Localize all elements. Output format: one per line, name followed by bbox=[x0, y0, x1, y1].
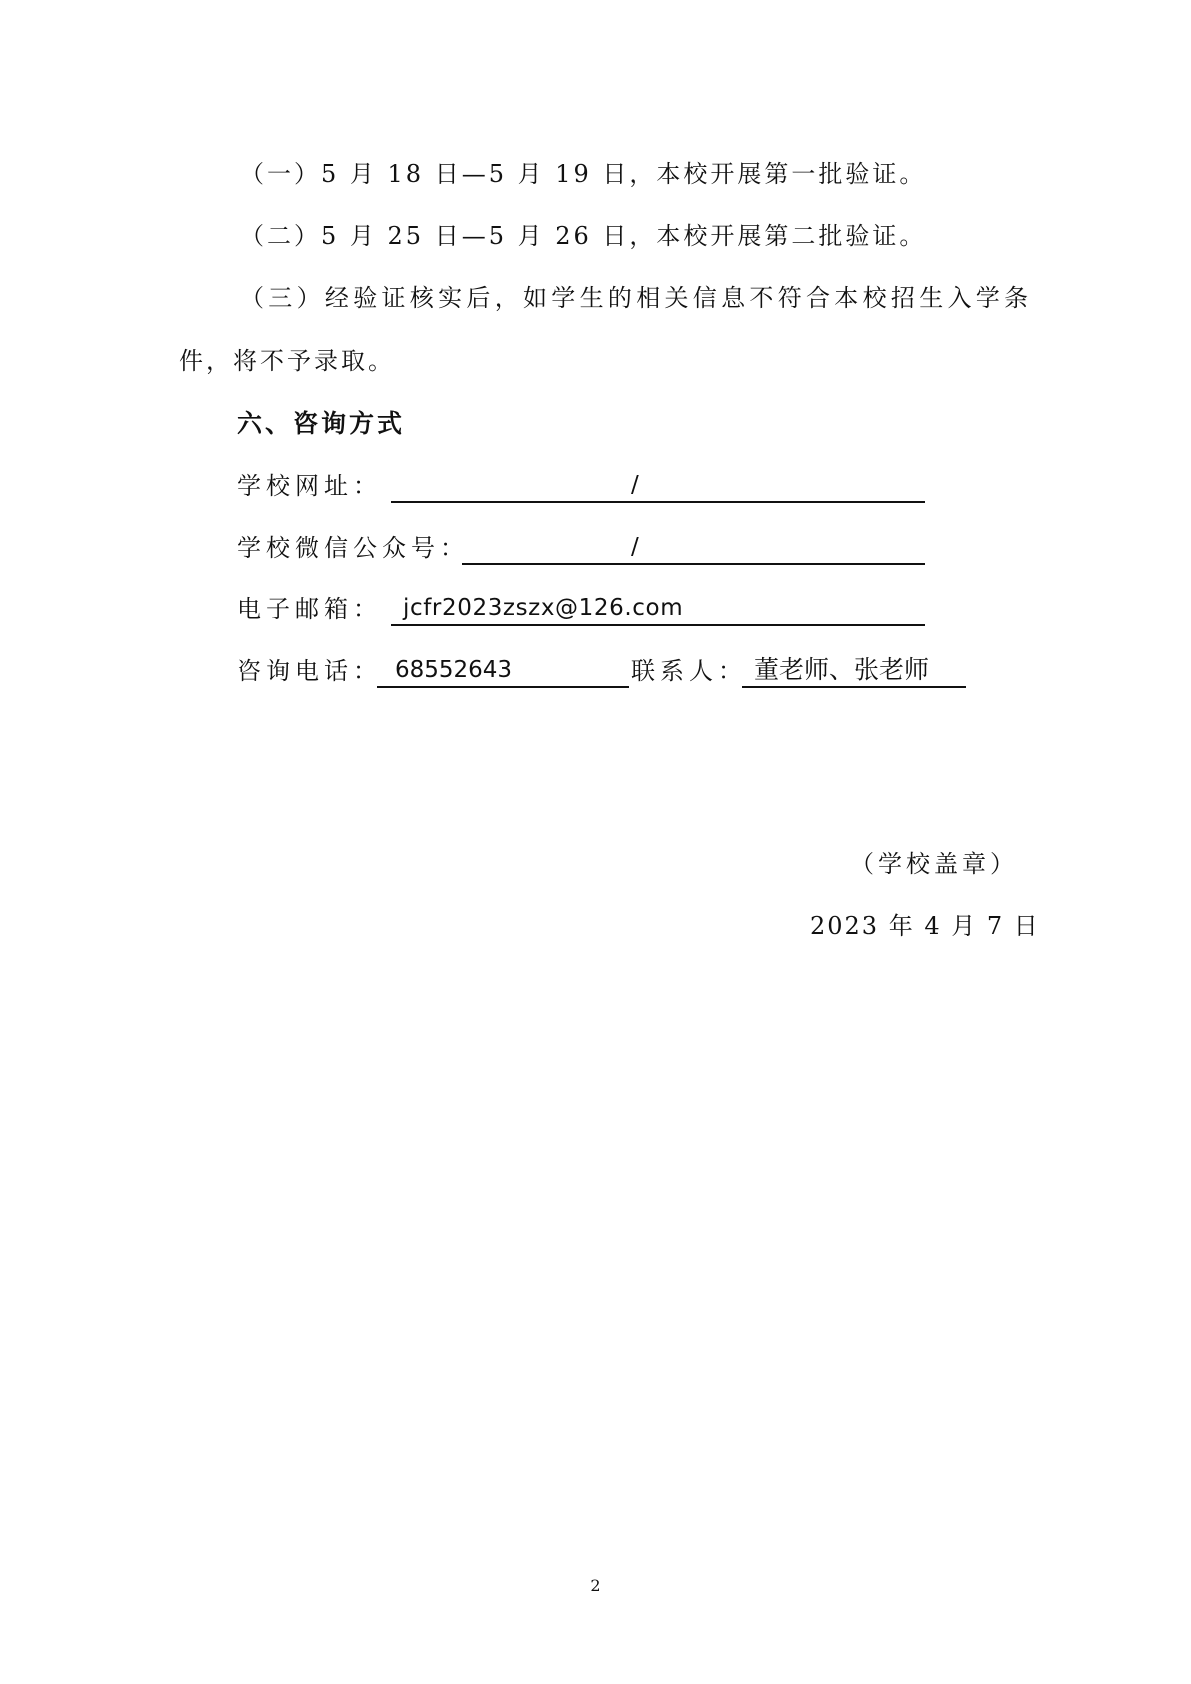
contact-person-value: 董老师、张老师 bbox=[754, 655, 930, 684]
email-label: 电子邮箱： bbox=[237, 595, 382, 623]
phone-field bbox=[377, 655, 629, 688]
contact-person-label: 联系人： bbox=[631, 657, 747, 685]
wechat-label: 学校微信公众号： bbox=[237, 534, 469, 562]
paragraph-verification-note-continued: 件，将不予录取。 bbox=[179, 347, 395, 375]
wechat-value: / bbox=[631, 534, 639, 560]
document-date: 2023 年 4 月 7 日 bbox=[810, 912, 1040, 940]
phone-value: 68552643 bbox=[395, 657, 513, 683]
contact-person-field bbox=[742, 655, 966, 688]
email-field bbox=[391, 593, 925, 626]
email-value: jcfr2023zszx@126.com bbox=[403, 595, 684, 621]
website-value: / bbox=[631, 472, 639, 498]
paragraph-verification-batch-1: （一）5 月 18 日—5 月 19 日，本校开展第一批验证。 bbox=[240, 160, 927, 188]
website-label: 学校网址： bbox=[237, 472, 382, 500]
page-number: 2 bbox=[590, 1576, 601, 1595]
school-seal-note: （学校盖章） bbox=[850, 850, 1018, 878]
paragraph-verification-note: （三）经验证核实后，如学生的相关信息不符合本校招生入学条 bbox=[240, 284, 1033, 312]
paragraph-verification-batch-2: （二）5 月 25 日—5 月 26 日，本校开展第二批验证。 bbox=[240, 222, 927, 250]
wechat-field bbox=[462, 532, 925, 565]
section-heading-consultation: 六、咨询方式 bbox=[237, 409, 406, 438]
website-field bbox=[391, 470, 925, 503]
phone-label: 咨询电话： bbox=[237, 657, 382, 685]
